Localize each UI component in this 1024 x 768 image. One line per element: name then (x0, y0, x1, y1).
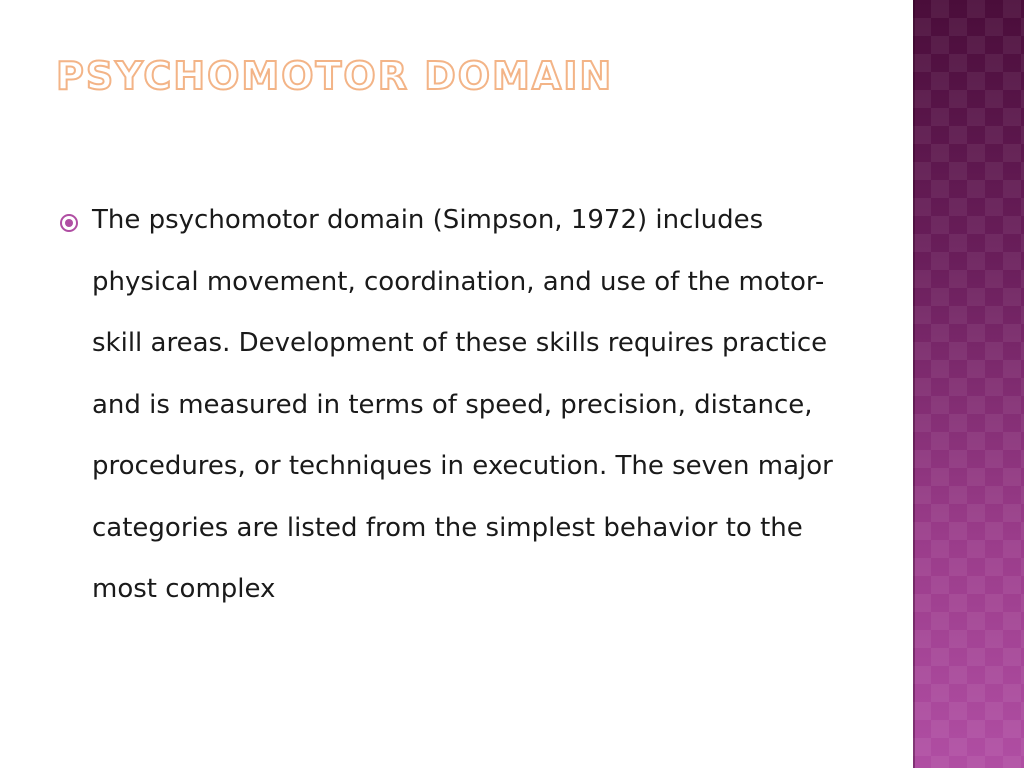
slide-content (58, 190, 858, 621)
side-band-edge (913, 0, 915, 768)
circle-dot-bullet-icon (58, 212, 80, 234)
diamond-pattern (913, 0, 1024, 768)
bullet-item (58, 190, 858, 621)
bullet-text: The psychomotor domain (Simpson, 1972) includes physical movement, coordination, and use of the motor-skill areas. Development of these skills requires practice and is measured in terms of speed, precision, distance, procedures, or techniques in execution. The seven major categories are listed from the simplest behavior to the most complex (92, 205, 833, 604)
slide-title: PSYCHOMOTOR DOMAIN (56, 54, 614, 98)
decorative-side-band (913, 0, 1024, 768)
